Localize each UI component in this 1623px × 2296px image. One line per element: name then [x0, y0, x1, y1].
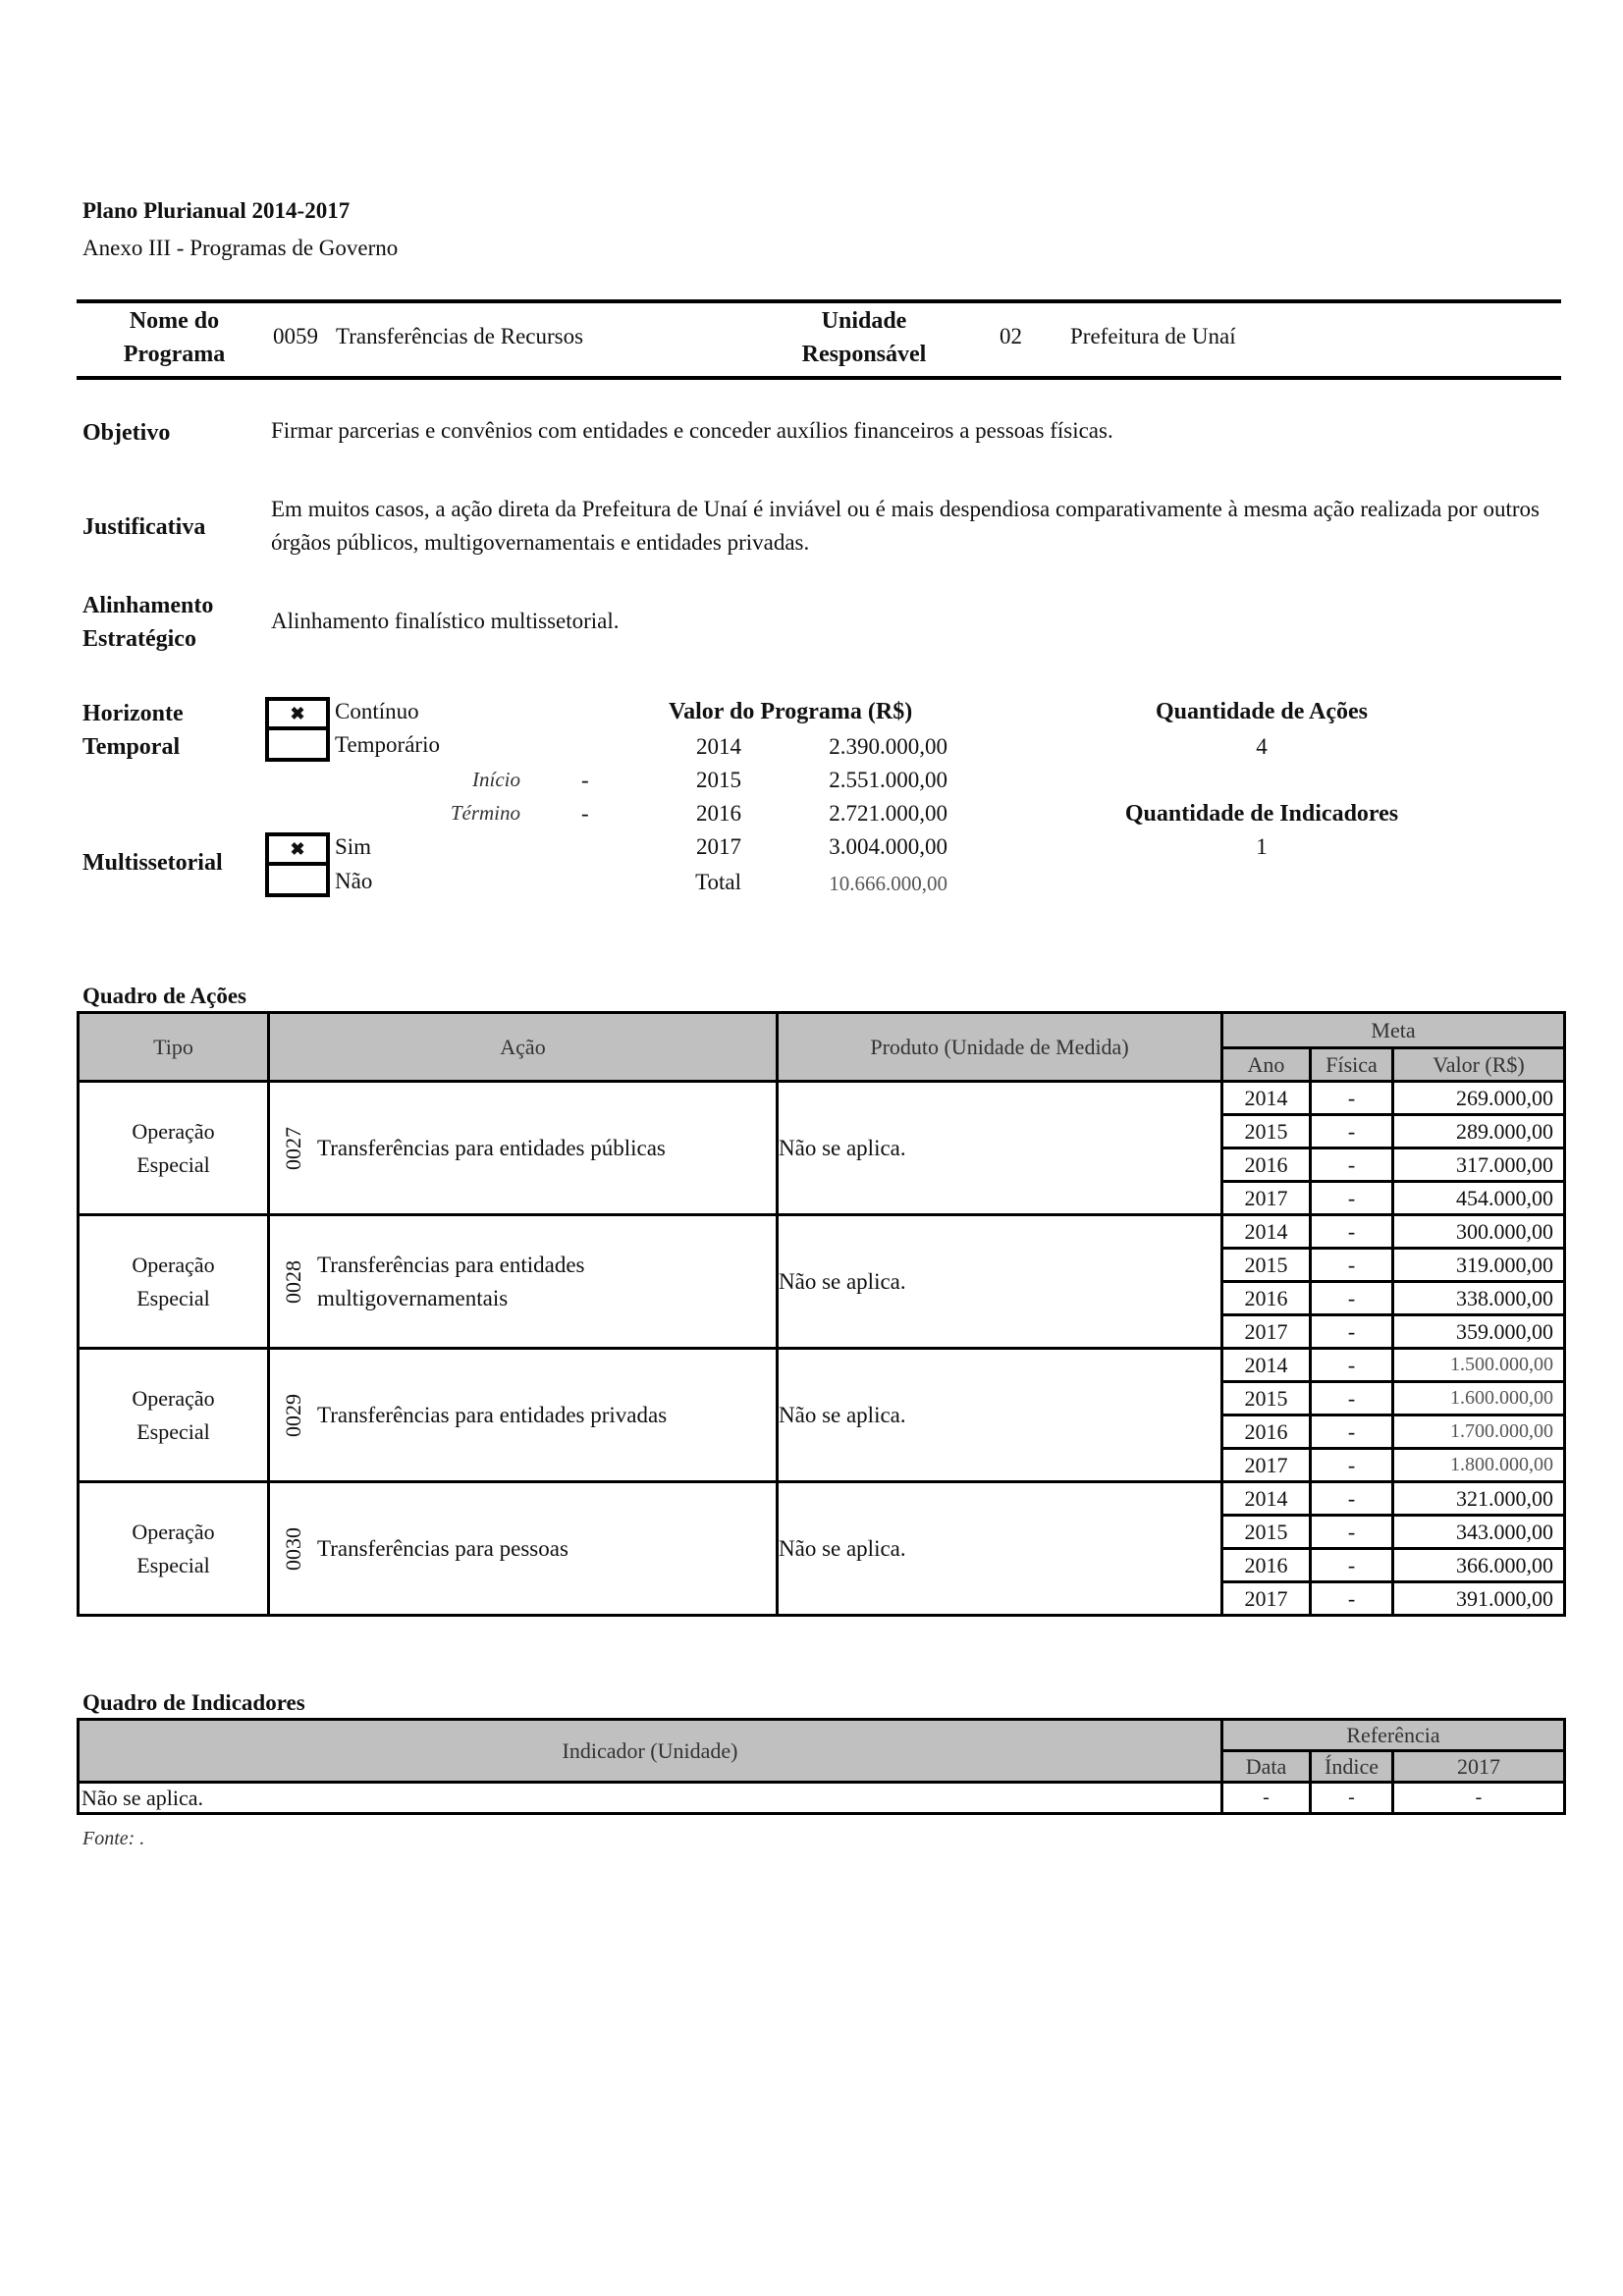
acao-code: 0030 — [281, 1526, 305, 1571]
meta-fisica: - — [1311, 1249, 1393, 1282]
meta-fisica: - — [1311, 1516, 1393, 1549]
multissetorial-label: Multissetorial — [82, 850, 223, 876]
tipo-cell — [79, 1082, 269, 1215]
horizonte-label-line2: Temporal — [82, 734, 181, 760]
fonte-note: Fonte: . — [82, 1828, 145, 1849]
sim-checkbox[interactable] — [265, 832, 330, 866]
program-label-line1: Nome do — [129, 308, 220, 334]
program-name: Transferências de Recursos — [336, 324, 584, 348]
col-header-fisica: Física — [1311, 1048, 1393, 1082]
quantidade-indicadores-value: 1 — [1256, 834, 1268, 859]
meta-valor: 391.000,00 — [1393, 1582, 1565, 1616]
program-name-label — [98, 304, 250, 371]
col-header-indicador: Indicador (Unidade) — [79, 1720, 1222, 1783]
tipo-line1: Operação — [132, 1118, 215, 1144]
tipo-line2: Especial — [136, 1418, 210, 1444]
meta-ano: 2015 — [1222, 1249, 1311, 1282]
valor-year-2015: 2015 — [696, 768, 741, 792]
meta-fisica: - — [1311, 1382, 1393, 1415]
meta-ano: 2015 — [1222, 1382, 1311, 1415]
valor-year-2017: 2017 — [696, 834, 741, 859]
tipo-line1: Operação — [132, 1385, 215, 1411]
x-mark-icon: ✖ — [290, 838, 305, 859]
meta-fisica: - — [1311, 1215, 1393, 1249]
inicio-label: Início — [472, 768, 520, 791]
alinhamento-label-line1: Alinhamento — [82, 593, 214, 618]
valor-programa-heading: Valor do Programa (R$) — [669, 699, 913, 724]
meta-valor: 1.600.000,00 — [1393, 1382, 1565, 1415]
meta-ano: 2014 — [1222, 1349, 1311, 1382]
acao-name: Transferências para entidades públicas — [317, 1135, 666, 1160]
table-row — [79, 1082, 1565, 1115]
acao-cell — [269, 1082, 778, 1215]
col-header-ano: Ano — [1222, 1048, 1311, 1082]
nao-checkbox[interactable] — [265, 866, 330, 897]
col-header-acao: Ação — [269, 1013, 778, 1082]
continuo-checkbox[interactable] — [265, 697, 330, 730]
termino-value: - — [581, 801, 589, 826]
quadro-acoes-label: Quadro de Ações — [82, 984, 246, 1008]
quantidade-indicadores-heading: Quantidade de Indicadores — [1124, 801, 1399, 827]
quadro-acoes-table — [77, 1011, 1566, 1617]
produto-cell: Não se aplica. — [778, 1215, 1222, 1349]
acao-cell — [269, 1349, 778, 1482]
valor-year-2014: 2014 — [696, 734, 741, 759]
header-bottom-rule — [77, 376, 1561, 380]
meta-ano: 2014 — [1222, 1215, 1311, 1249]
horizonte-label — [82, 697, 184, 764]
acao-code: 0028 — [281, 1259, 305, 1304]
x-mark-icon: ✖ — [290, 703, 305, 723]
tipo-line1: Operação — [132, 1519, 215, 1544]
meta-fisica: - — [1311, 1415, 1393, 1449]
tipo-line1: Operação — [132, 1252, 215, 1277]
tipo-cell — [79, 1482, 269, 1616]
col-header-valor: Valor (R$) — [1393, 1048, 1565, 1082]
meta-ano: 2016 — [1222, 1282, 1311, 1315]
meta-valor: 300.000,00 — [1393, 1215, 1565, 1249]
col-header-tipo: Tipo — [79, 1013, 269, 1082]
alinhamento-label-line2: Estratégico — [82, 626, 196, 652]
acao-code: 0029 — [281, 1393, 305, 1437]
col-header-meta: Meta — [1222, 1013, 1565, 1048]
meta-valor: 1.700.000,00 — [1393, 1415, 1565, 1449]
col-header-data: Data — [1222, 1751, 1311, 1783]
continuo-label: Contínuo — [335, 699, 419, 723]
tipo-line2: Especial — [136, 1151, 210, 1177]
temporario-label: Temporário — [335, 732, 440, 757]
meta-fisica: - — [1311, 1282, 1393, 1315]
valor-amount-2014: 2.390.000,00 — [829, 734, 947, 759]
acao-code: 0027 — [281, 1126, 305, 1170]
meta-ano: 2015 — [1222, 1516, 1311, 1549]
produto-cell: Não se aplica. — [778, 1082, 1222, 1215]
meta-valor: 319.000,00 — [1393, 1249, 1565, 1282]
objetivo-label: Objetivo — [82, 420, 171, 446]
meta-ano: 2014 — [1222, 1082, 1311, 1115]
meta-ano: 2014 — [1222, 1482, 1311, 1516]
meta-fisica: - — [1311, 1148, 1393, 1182]
horizonte-label-line1: Horizonte — [82, 701, 184, 726]
justificativa-text: Em muitos casos, a ação direta da Prefeitura de Unaí é inviável ou é mais despendiosa comparativamente à mesma ação realizada por outros órgãos públicos, multigovernamentais e entidades privadas. — [271, 497, 1540, 555]
meta-valor: 317.000,00 — [1393, 1148, 1565, 1182]
justificativa-label: Justificativa — [82, 514, 206, 540]
valor-year-2016: 2016 — [696, 801, 741, 826]
unit-code: 02 — [1000, 324, 1022, 348]
meta-fisica: - — [1311, 1549, 1393, 1582]
nao-label: Não — [335, 869, 373, 893]
tipo-cell — [79, 1349, 269, 1482]
unit-name: Prefeitura de Unaí — [1070, 324, 1236, 348]
table-row — [79, 1349, 1565, 1382]
meta-ano: 2015 — [1222, 1115, 1311, 1148]
quantidade-acoes-heading: Quantidade de Ações — [1155, 699, 1369, 724]
objetivo-text: Firmar parcerias e convênios com entidades e conceder auxílios financeiros a pessoas físicas. — [271, 418, 1113, 443]
meta-ano: 2017 — [1222, 1582, 1311, 1616]
quadro-indicadores-table — [77, 1718, 1566, 1815]
meta-ano: 2017 — [1222, 1182, 1311, 1215]
ano-cell: - — [1393, 1783, 1565, 1814]
valor-amount-2016: 2.721.000,00 — [829, 801, 947, 826]
inicio-value: - — [581, 768, 589, 792]
meta-fisica: - — [1311, 1082, 1393, 1115]
meta-valor: 338.000,00 — [1393, 1282, 1565, 1315]
indice-cell: - — [1311, 1783, 1393, 1814]
quantidade-acoes-value: 4 — [1256, 734, 1268, 759]
meta-fisica: - — [1311, 1449, 1393, 1482]
unit-label-line2: Responsável — [801, 342, 927, 367]
col-header-referencia: Referência — [1222, 1720, 1565, 1751]
document-title: Plano Plurianual 2014-2017 — [82, 198, 351, 223]
valor-amount-2015: 2.551.000,00 — [829, 768, 947, 792]
produto-cell: Não se aplica. — [778, 1349, 1222, 1482]
col-header-produto: Produto (Unidade de Medida) — [778, 1013, 1222, 1082]
tipo-line2: Especial — [136, 1552, 210, 1577]
col-header-indice: Índice — [1311, 1751, 1393, 1783]
meta-ano: 2016 — [1222, 1148, 1311, 1182]
meta-ano: 2017 — [1222, 1315, 1311, 1349]
unit-label — [781, 304, 947, 371]
meta-ano: 2017 — [1222, 1449, 1311, 1482]
meta-valor: 1.500.000,00 — [1393, 1349, 1565, 1382]
meta-valor: 454.000,00 — [1393, 1182, 1565, 1215]
temporario-checkbox[interactable] — [265, 730, 330, 762]
table-row — [79, 1783, 1565, 1814]
acao-name: Transferências para pessoas — [317, 1535, 568, 1561]
acao-name: Transferências para entidades multigovernamentais — [317, 1252, 585, 1310]
termino-label: Término — [450, 801, 520, 825]
program-label-line2: Programa — [123, 342, 226, 367]
valor-total-label: Total — [695, 870, 741, 894]
col-header-2017: 2017 — [1393, 1751, 1565, 1783]
meta-valor: 359.000,00 — [1393, 1315, 1565, 1349]
meta-fisica: - — [1311, 1182, 1393, 1215]
meta-valor: 321.000,00 — [1393, 1482, 1565, 1516]
alinhamento-label — [82, 589, 213, 656]
unit-label-line1: Unidade — [821, 308, 907, 334]
meta-fisica: - — [1311, 1582, 1393, 1616]
meta-fisica: - — [1311, 1349, 1393, 1382]
meta-fisica: - — [1311, 1482, 1393, 1516]
meta-fisica: - — [1311, 1115, 1393, 1148]
meta-valor: 269.000,00 — [1393, 1082, 1565, 1115]
tipo-line2: Especial — [136, 1285, 210, 1310]
meta-valor: 289.000,00 — [1393, 1115, 1565, 1148]
valor-total-amount: 10.666.000,00 — [829, 872, 947, 895]
tipo-cell — [79, 1215, 269, 1349]
meta-valor: 343.000,00 — [1393, 1516, 1565, 1549]
meta-valor: 1.800.000,00 — [1393, 1449, 1565, 1482]
indicador-cell: Não se aplica. — [79, 1783, 1222, 1814]
alinhamento-text: Alinhamento finalístico multissetorial. — [271, 609, 620, 633]
sim-label: Sim — [335, 834, 372, 859]
program-code: 0059 — [273, 324, 318, 348]
document-subtitle: Anexo III - Programas de Governo — [82, 236, 399, 260]
produto-cell: Não se aplica. — [778, 1482, 1222, 1616]
acao-name: Transferências para entidades privadas — [317, 1402, 668, 1427]
table-row — [79, 1215, 1565, 1249]
quadro-indicadores-label: Quadro de Indicadores — [82, 1690, 305, 1715]
meta-ano: 2016 — [1222, 1549, 1311, 1582]
valor-amount-2017: 3.004.000,00 — [829, 834, 947, 859]
meta-valor: 366.000,00 — [1393, 1549, 1565, 1582]
table-row — [79, 1482, 1565, 1516]
meta-fisica: - — [1311, 1315, 1393, 1349]
acao-cell — [269, 1482, 778, 1616]
meta-ano: 2016 — [1222, 1415, 1311, 1449]
data-cell: - — [1222, 1783, 1311, 1814]
header-top-rule — [77, 299, 1561, 303]
acao-cell — [269, 1215, 778, 1349]
